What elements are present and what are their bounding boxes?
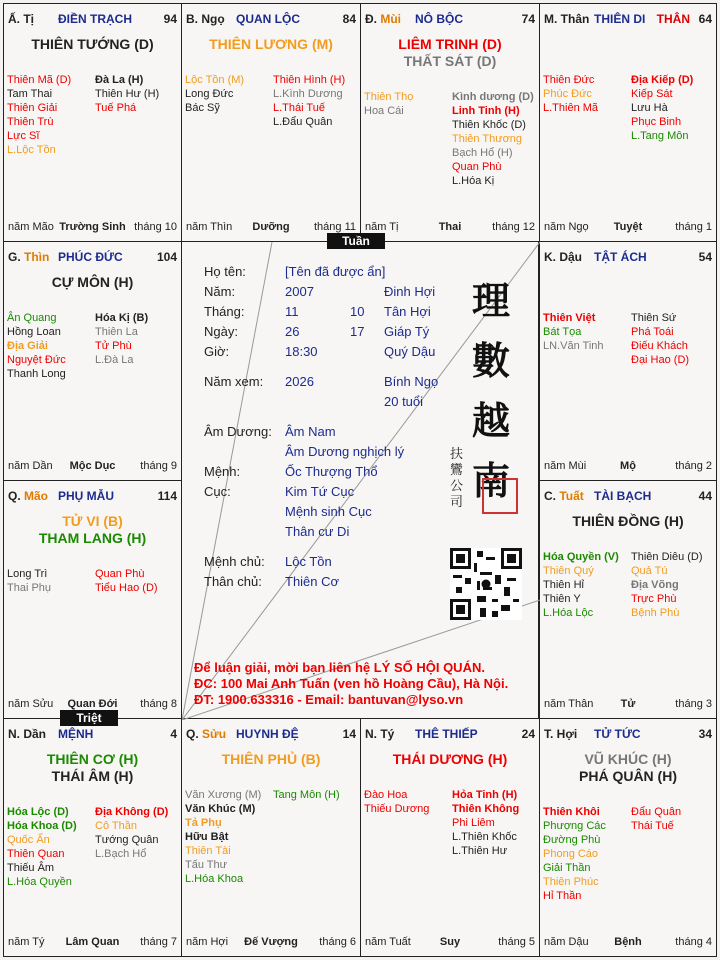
main-stars — [4, 751, 181, 785]
calligraphy-char-1: 理 — [472, 278, 511, 323]
menh-chu-label: Mệnh chủ: — [204, 554, 265, 569]
main-star: THIÊN CƠ (H) — [46, 751, 139, 767]
minor-star: Phục Binh — [631, 116, 682, 128]
minor-star: L.Thiên Mã — [543, 102, 599, 114]
minor-star: Thái Tuế — [631, 820, 674, 832]
minor-star: Tam Thai — [7, 88, 53, 100]
palace-header — [365, 12, 535, 28]
minor-star: Linh Tinh (H) — [452, 105, 520, 117]
main-stars — [361, 751, 539, 768]
menh-label: Mệnh: — [204, 464, 241, 479]
main-stars — [4, 513, 181, 547]
minor-star: Trực Phù — [631, 593, 677, 605]
minor-star: Thiên Sứ — [631, 312, 677, 324]
palace-age-number: 64 — [698, 12, 712, 26]
year-value: 2007 — [285, 284, 314, 299]
palace-footer — [8, 936, 177, 952]
minor-star: Hóa Khoa (D) — [7, 820, 77, 832]
palace-year: năm Thìn — [186, 221, 233, 233]
minor-star: L.Lộc Tồn — [7, 144, 56, 156]
minor-star: Thiên Khôi — [543, 806, 600, 818]
main-star: THÁI DƯƠNG (H) — [392, 751, 508, 767]
cuc-relation: Mệnh sinh Cục — [285, 504, 372, 519]
minor-star: Điếu Khách — [631, 340, 688, 352]
minor-star: Thiên Mã (D) — [7, 74, 72, 86]
palace-age-number: 44 — [698, 489, 712, 503]
palace-name: PHÚC ĐỨC — [58, 250, 123, 264]
calligraphy-char-2: 數 — [472, 338, 511, 383]
palace-year: năm Thân — [544, 698, 594, 710]
minor-stars-right — [452, 90, 540, 188]
palace-month: tháng 11 — [313, 221, 356, 233]
palace-age-number: 24 — [521, 727, 535, 741]
minor-star: Quan Phù — [95, 568, 145, 580]
minor-star: Quan Phù — [452, 161, 502, 173]
minor-star: Hồng Loan — [7, 326, 61, 338]
main-star: VŨ KHÚC (H) — [584, 751, 672, 767]
palace-branch: Q. Sửu — [186, 727, 227, 741]
minor-star: Thiên Phúc — [543, 876, 599, 888]
minor-stars-left — [185, 73, 273, 115]
minor-star: Hỏa Tinh (H) — [452, 789, 518, 801]
minor-star: Thiên Y — [543, 593, 581, 605]
minor-star: Văn Khúc (M) — [185, 803, 256, 815]
than-marker: THÂN — [656, 12, 690, 26]
palace-month: tháng 7 — [140, 936, 177, 948]
life-stage: Tuyệt — [613, 221, 643, 233]
palace-branch: N. Dần — [8, 727, 47, 741]
hour-label: Giờ: — [204, 344, 230, 359]
menh-value: Ốc Thượng Thổ — [285, 464, 378, 479]
palace-month: tháng 3 — [675, 698, 712, 710]
am-duong-note: Âm Dương nghịch lý — [285, 444, 405, 459]
hour-value: 18:30 — [285, 344, 318, 359]
qr-code[interactable] — [450, 548, 522, 620]
minor-stars-right — [631, 73, 719, 143]
palace-branch: Đ. Mùi — [365, 12, 402, 26]
month-label: Tháng: — [204, 304, 245, 319]
minor-star: Hóa Lộc (D) — [7, 806, 69, 818]
palace-branch: N. Tý — [365, 727, 395, 741]
life-stage: Thai — [438, 221, 462, 233]
minor-stars-right — [631, 550, 719, 620]
cuc-label: Cục: — [204, 484, 231, 499]
main-star: THIÊN LƯƠNG (M) — [209, 36, 333, 52]
main-star: CỰ MÔN (H) — [51, 274, 134, 290]
month-canchi: Tân Hợi — [384, 304, 431, 319]
minor-star: Thiên Không — [452, 803, 520, 815]
than-chu-value: Thiên Cơ — [285, 574, 340, 589]
palace-header — [8, 489, 177, 505]
palace-year: năm Dậu — [544, 936, 589, 948]
minor-star: Địa Không (D) — [95, 806, 169, 818]
palace-branch: T. Hợi — [544, 727, 578, 741]
minor-star: Kình dương (D) — [452, 91, 534, 103]
palace-cell-mui[interactable] — [360, 3, 540, 242]
year-canchi: Đinh Hợi — [384, 284, 436, 299]
minor-star: Thai Phụ — [7, 582, 52, 594]
minor-star: Thanh Long — [7, 368, 66, 380]
palace-header — [186, 727, 356, 743]
life-stage: Quan Đới — [67, 698, 118, 710]
minor-star: Thiên Giải — [7, 102, 58, 114]
palace-name: THIÊN DI — [594, 12, 646, 26]
palace-footer — [8, 221, 177, 237]
minor-star: L.Hóa Kị — [452, 175, 495, 187]
age-value: 20 tuổi — [384, 394, 424, 409]
life-stage: Tử — [620, 698, 636, 710]
minor-stars-left — [364, 788, 452, 816]
main-star: TỬ VI (B) — [62, 513, 123, 529]
palace-cell-thin[interactable] — [3, 241, 182, 481]
month-value: 11 — [285, 304, 299, 319]
name-label: Họ tên: — [204, 264, 246, 279]
minor-stars-left — [7, 73, 95, 157]
minor-star: Phá Toái — [631, 326, 674, 338]
minor-star: Thiên Tài — [185, 845, 231, 857]
palace-cell-mao[interactable] — [3, 480, 182, 719]
name-value: [Tên đã được ẩn] — [285, 264, 386, 279]
minor-stars-right — [95, 805, 183, 861]
palace-age-number: 94 — [163, 12, 177, 26]
main-stars — [182, 751, 360, 768]
main-star: THẤT SÁT (D) — [403, 53, 497, 69]
minor-star: Thiếu Âm — [7, 862, 55, 874]
palace-age-number: 74 — [521, 12, 535, 26]
minor-star: Đẩu Quân — [631, 806, 682, 818]
palace-age-number: 34 — [698, 727, 712, 741]
palace-branch: K. Dậu — [544, 250, 583, 264]
minor-star: Phong Cáo — [543, 848, 599, 860]
minor-stars-left — [543, 550, 631, 620]
hour-canchi: Quý Dậu — [384, 344, 436, 359]
palace-age-number: 84 — [342, 12, 356, 26]
palace-footer — [544, 460, 712, 476]
palace-name: THÊ THIẾP — [415, 727, 478, 741]
palace-cell-dau[interactable] — [539, 241, 717, 481]
minor-star: Tướng Quân — [95, 834, 159, 846]
minor-star: Phượng Các — [543, 820, 606, 832]
palace-name: TÀI BẠCH — [594, 489, 652, 503]
minor-star: Văn Xương (M) — [185, 789, 262, 801]
palace-name: HUYNH ĐỆ — [236, 727, 299, 741]
palace-month: tháng 2 — [675, 460, 712, 472]
palace-footer — [365, 936, 535, 952]
minor-star: Thiên Diêu (D) — [631, 551, 703, 563]
palace-name: TẬT ÁCH — [594, 250, 647, 264]
minor-stars-right — [631, 805, 719, 833]
minor-star: Ân Quang — [7, 312, 57, 324]
life-stage: Lâm Quan — [65, 936, 120, 948]
than-chu-label: Thân chủ: — [204, 574, 262, 589]
palace-age-number: 14 — [342, 727, 356, 741]
minor-stars-right — [95, 311, 183, 367]
minor-star: L.Đà La — [95, 354, 134, 366]
palace-name: PHỤ MẪU — [58, 489, 114, 503]
minor-star: Bác Sỹ — [185, 102, 220, 114]
palace-name: ĐIỀN TRẠCH — [58, 12, 132, 26]
minor-star: Thiếu Dương — [364, 803, 430, 815]
palace-header — [544, 250, 712, 266]
minor-star: Địa Võng — [631, 579, 679, 591]
palace-name: MỆNH — [58, 727, 94, 741]
palace-year: năm Tuất — [365, 936, 411, 948]
main-stars — [4, 36, 181, 53]
palace-footer — [544, 698, 712, 714]
palace-age-number: 54 — [698, 250, 712, 264]
minor-star: Long Đức — [185, 88, 234, 100]
minor-star: L.Thái Tuế — [273, 102, 325, 114]
minor-star: Bạch Hổ (H) — [452, 147, 513, 159]
palace-year: năm Hợi — [186, 936, 229, 948]
palace-branch: B. Ngọ — [186, 12, 225, 26]
palace-cell-ty[interactable] — [360, 718, 540, 957]
menh-chu-value: Lộc Tồn — [285, 554, 332, 569]
palace-month: tháng 9 — [140, 460, 177, 472]
minor-star: Thiên Quan — [7, 848, 65, 860]
palace-year: năm Ngọ — [544, 221, 589, 233]
minor-star: Đại Hao (D) — [631, 354, 690, 366]
red-seal-stamp — [482, 478, 518, 514]
palace-name: QUAN LỘC — [236, 12, 300, 26]
minor-star: Thiên Hình (H) — [273, 74, 346, 86]
am-duong-label: Âm Dương: — [204, 424, 272, 439]
main-star: THIÊN PHỦ (B) — [221, 751, 321, 767]
minor-stars-right — [95, 73, 183, 115]
palace-year: năm Mão — [8, 221, 54, 233]
main-stars — [540, 751, 716, 785]
minor-star: L.Hóa Lộc — [543, 607, 594, 619]
palace-header — [8, 250, 177, 266]
palace-year: năm Sửu — [8, 698, 54, 710]
minor-stars-right — [273, 788, 361, 802]
minor-star: L.Bạch Hổ — [95, 848, 147, 860]
palace-branch: Ấ. Tị — [8, 12, 34, 26]
promo-line-2: ĐC: 100 Mai Anh Tuấn (ven hồ Hoàng Cầu), Hà Nội. — [194, 676, 509, 691]
minor-stars-left — [543, 73, 631, 115]
minor-star: L.Tang Môn — [631, 130, 689, 142]
minor-star: Tiểu Hao (D) — [95, 582, 158, 594]
palace-branch: M. Thân — [544, 12, 590, 26]
palace-cell-suu[interactable] — [181, 718, 361, 957]
life-stage: Dưỡng — [252, 221, 290, 233]
view-year-value: 2026 — [285, 374, 314, 389]
palace-header — [186, 12, 356, 28]
seal-text: 扶鸞公司 — [450, 447, 464, 510]
minor-stars-left — [185, 788, 273, 886]
minor-star: Tuế Phá — [95, 102, 137, 114]
minor-stars-left — [543, 805, 631, 903]
palace-name: NÔ BỘC — [415, 12, 463, 26]
palace-footer — [365, 221, 535, 237]
minor-stars-left — [7, 311, 95, 381]
palace-branch: C. Tuất — [544, 489, 584, 503]
palace-header — [8, 12, 177, 28]
minor-star: L.Thiên Khốc — [452, 831, 517, 843]
life-stage: Bệnh — [614, 936, 642, 948]
main-star: THIÊN ĐỒNG (H) — [572, 513, 684, 529]
palace-cell-than[interactable] — [539, 3, 717, 242]
life-stage: Đế Vượng — [244, 936, 298, 948]
minor-star: Quả Tú — [631, 565, 668, 577]
minor-star: Thiên Quý — [543, 565, 594, 577]
main-star: THÁI ÂM (H) — [51, 768, 134, 784]
minor-stars-left — [7, 567, 95, 595]
palace-month: tháng 1 — [675, 221, 712, 233]
day-label: Ngày: — [204, 324, 238, 339]
minor-star: Giải Thần — [543, 862, 591, 874]
palace-month: tháng 5 — [498, 936, 535, 948]
minor-star: Lộc Tồn (M) — [185, 74, 245, 86]
minor-stars-left — [543, 311, 631, 353]
minor-star: Địa Giải — [7, 340, 48, 352]
minor-star: Địa Kiếp (D) — [631, 74, 694, 86]
minor-star: Hóa Quyền (V) — [543, 551, 619, 563]
palace-header — [8, 727, 177, 743]
minor-stars-right — [631, 311, 719, 367]
minor-star: Phúc Đức — [543, 88, 592, 100]
center-info-panel — [181, 241, 539, 719]
minor-star: Tang Môn (H) — [273, 789, 340, 801]
minor-star: LN.Văn Tinh — [543, 340, 604, 352]
life-stage: Mộ — [620, 460, 636, 472]
minor-star: Thiên Trù — [7, 116, 54, 128]
minor-star: Hữu Bật — [185, 831, 229, 843]
minor-star: Cô Thần — [95, 820, 137, 832]
palace-year: năm Dần — [8, 460, 53, 472]
palace-header — [544, 489, 712, 505]
minor-star: L.Đẩu Quân — [273, 116, 333, 128]
minor-star: Lưu Hà — [631, 102, 668, 114]
tuan-tag: Tuần — [327, 233, 385, 249]
palace-cell-ngo[interactable] — [181, 3, 361, 242]
minor-star: Bệnh Phù — [631, 607, 680, 619]
life-stage: Suy — [439, 936, 461, 948]
palace-age-number: 4 — [170, 727, 177, 741]
palace-year: năm Tị — [365, 221, 399, 233]
view-year-label: Năm xem: — [204, 374, 264, 389]
month-lunar: 10 — [350, 304, 365, 319]
main-stars — [182, 36, 360, 53]
palace-header — [544, 727, 712, 743]
day-value: 26 — [285, 324, 300, 339]
palace-cell-ti[interactable] — [3, 3, 182, 242]
minor-star: Lực Sĩ — [7, 130, 40, 142]
year-label: Năm: — [204, 284, 236, 299]
minor-star: Hỉ Thần — [543, 890, 582, 902]
minor-stars-left — [7, 805, 95, 889]
cuc-value: Kim Tứ Cục — [285, 484, 355, 499]
minor-star: Kiếp Sát — [631, 88, 673, 100]
minor-star: L.Hóa Quyền — [7, 876, 72, 888]
minor-star: Thiên Việt — [543, 312, 596, 324]
palace-header — [544, 12, 712, 28]
triet-tag: Triệt — [60, 710, 118, 726]
palace-month: tháng 12 — [492, 221, 535, 233]
minor-stars-left — [364, 90, 452, 118]
palace-cell-hoi[interactable] — [539, 718, 717, 957]
minor-stars-right — [95, 567, 183, 595]
minor-star: Bát Tọa — [543, 326, 582, 338]
day-canchi: Giáp Tý — [384, 324, 430, 339]
palace-cell-dan[interactable] — [3, 718, 182, 957]
minor-star: Quốc Ấn — [7, 834, 50, 846]
palace-footer — [544, 936, 712, 952]
palace-cell-tuat[interactable] — [539, 480, 717, 719]
minor-star: Thiên Khốc (D) — [452, 119, 526, 131]
minor-star: Thiên Hỉ — [543, 579, 584, 591]
palace-footer — [186, 936, 356, 952]
promo-line-3: ĐT: 1900.633316 - Email: bantuvan@lyso.vn — [194, 692, 464, 707]
palace-age-number: 114 — [157, 489, 177, 503]
palace-month: tháng 4 — [675, 936, 712, 948]
main-star: THAM LANG (H) — [38, 530, 147, 546]
palace-footer — [8, 460, 177, 476]
main-star: THIÊN TƯỚNG (D) — [31, 36, 154, 52]
calligraphy-char-3: 越 — [472, 398, 511, 443]
main-star: PHÁ QUÂN (H) — [579, 768, 677, 784]
palace-age-number: 104 — [156, 250, 177, 264]
minor-star: L.Kình Dương — [273, 88, 343, 100]
palace-year: năm Mùi — [544, 460, 587, 472]
than-position: Thân cư Di — [285, 524, 350, 539]
minor-star: Tả Phụ — [185, 817, 222, 829]
main-star: LIÊM TRINH (D) — [398, 36, 502, 52]
minor-star: Long Trì — [7, 568, 48, 580]
view-year-canchi: Bính Ngọ — [384, 374, 439, 389]
minor-stars-right — [452, 788, 540, 858]
day-lunar: 17 — [350, 324, 365, 339]
minor-star: Thiên La — [95, 326, 138, 338]
minor-star: Phi Liêm — [452, 817, 495, 829]
minor-star: Hoa Cái — [364, 105, 404, 117]
minor-star: Thiên Đức — [543, 74, 595, 86]
minor-star: L.Thiên Hư — [452, 845, 508, 857]
minor-star: Đào Hoa — [364, 789, 408, 801]
palace-year: năm Tý — [8, 936, 45, 948]
minor-star: Hóa Kị (B) — [95, 312, 149, 324]
minor-star: Tấu Thư — [185, 859, 228, 871]
minor-star: Thiên Thọ — [364, 91, 414, 103]
main-stars — [361, 36, 539, 70]
calligraphy-char-4: 南 — [472, 458, 511, 503]
minor-star: Đà La (H) — [95, 74, 144, 86]
minor-star: Tử Phù — [95, 340, 132, 352]
minor-star: Thiên Hư (H) — [95, 88, 160, 100]
minor-star: L.Hóa Khoa — [185, 873, 244, 885]
palace-branch: G. Thìn — [8, 250, 50, 264]
main-stars — [4, 274, 181, 291]
palace-footer — [544, 221, 712, 237]
palace-month: tháng 10 — [134, 221, 177, 233]
palace-month: tháng 6 — [319, 936, 356, 948]
minor-star: Nguyệt Đức — [7, 354, 66, 366]
promo-line-1: Để luận giải, mời bạn liên hệ LÝ SỐ HỘI QUÁN. — [194, 660, 485, 675]
minor-star: Thiên Thương — [452, 133, 523, 145]
palace-name: TỬ TỨC — [594, 727, 641, 741]
am-duong-value: Âm Nam — [285, 424, 336, 439]
main-stars — [540, 513, 716, 530]
life-stage: Mộc Dục — [69, 460, 116, 472]
minor-star: Đường Phù — [543, 834, 601, 846]
palace-header — [365, 727, 535, 743]
palace-month: tháng 8 — [140, 698, 177, 710]
life-stage: Trường Sinh — [59, 221, 126, 233]
minor-stars-right — [273, 73, 361, 129]
palace-branch: Q. Mão — [8, 489, 49, 503]
